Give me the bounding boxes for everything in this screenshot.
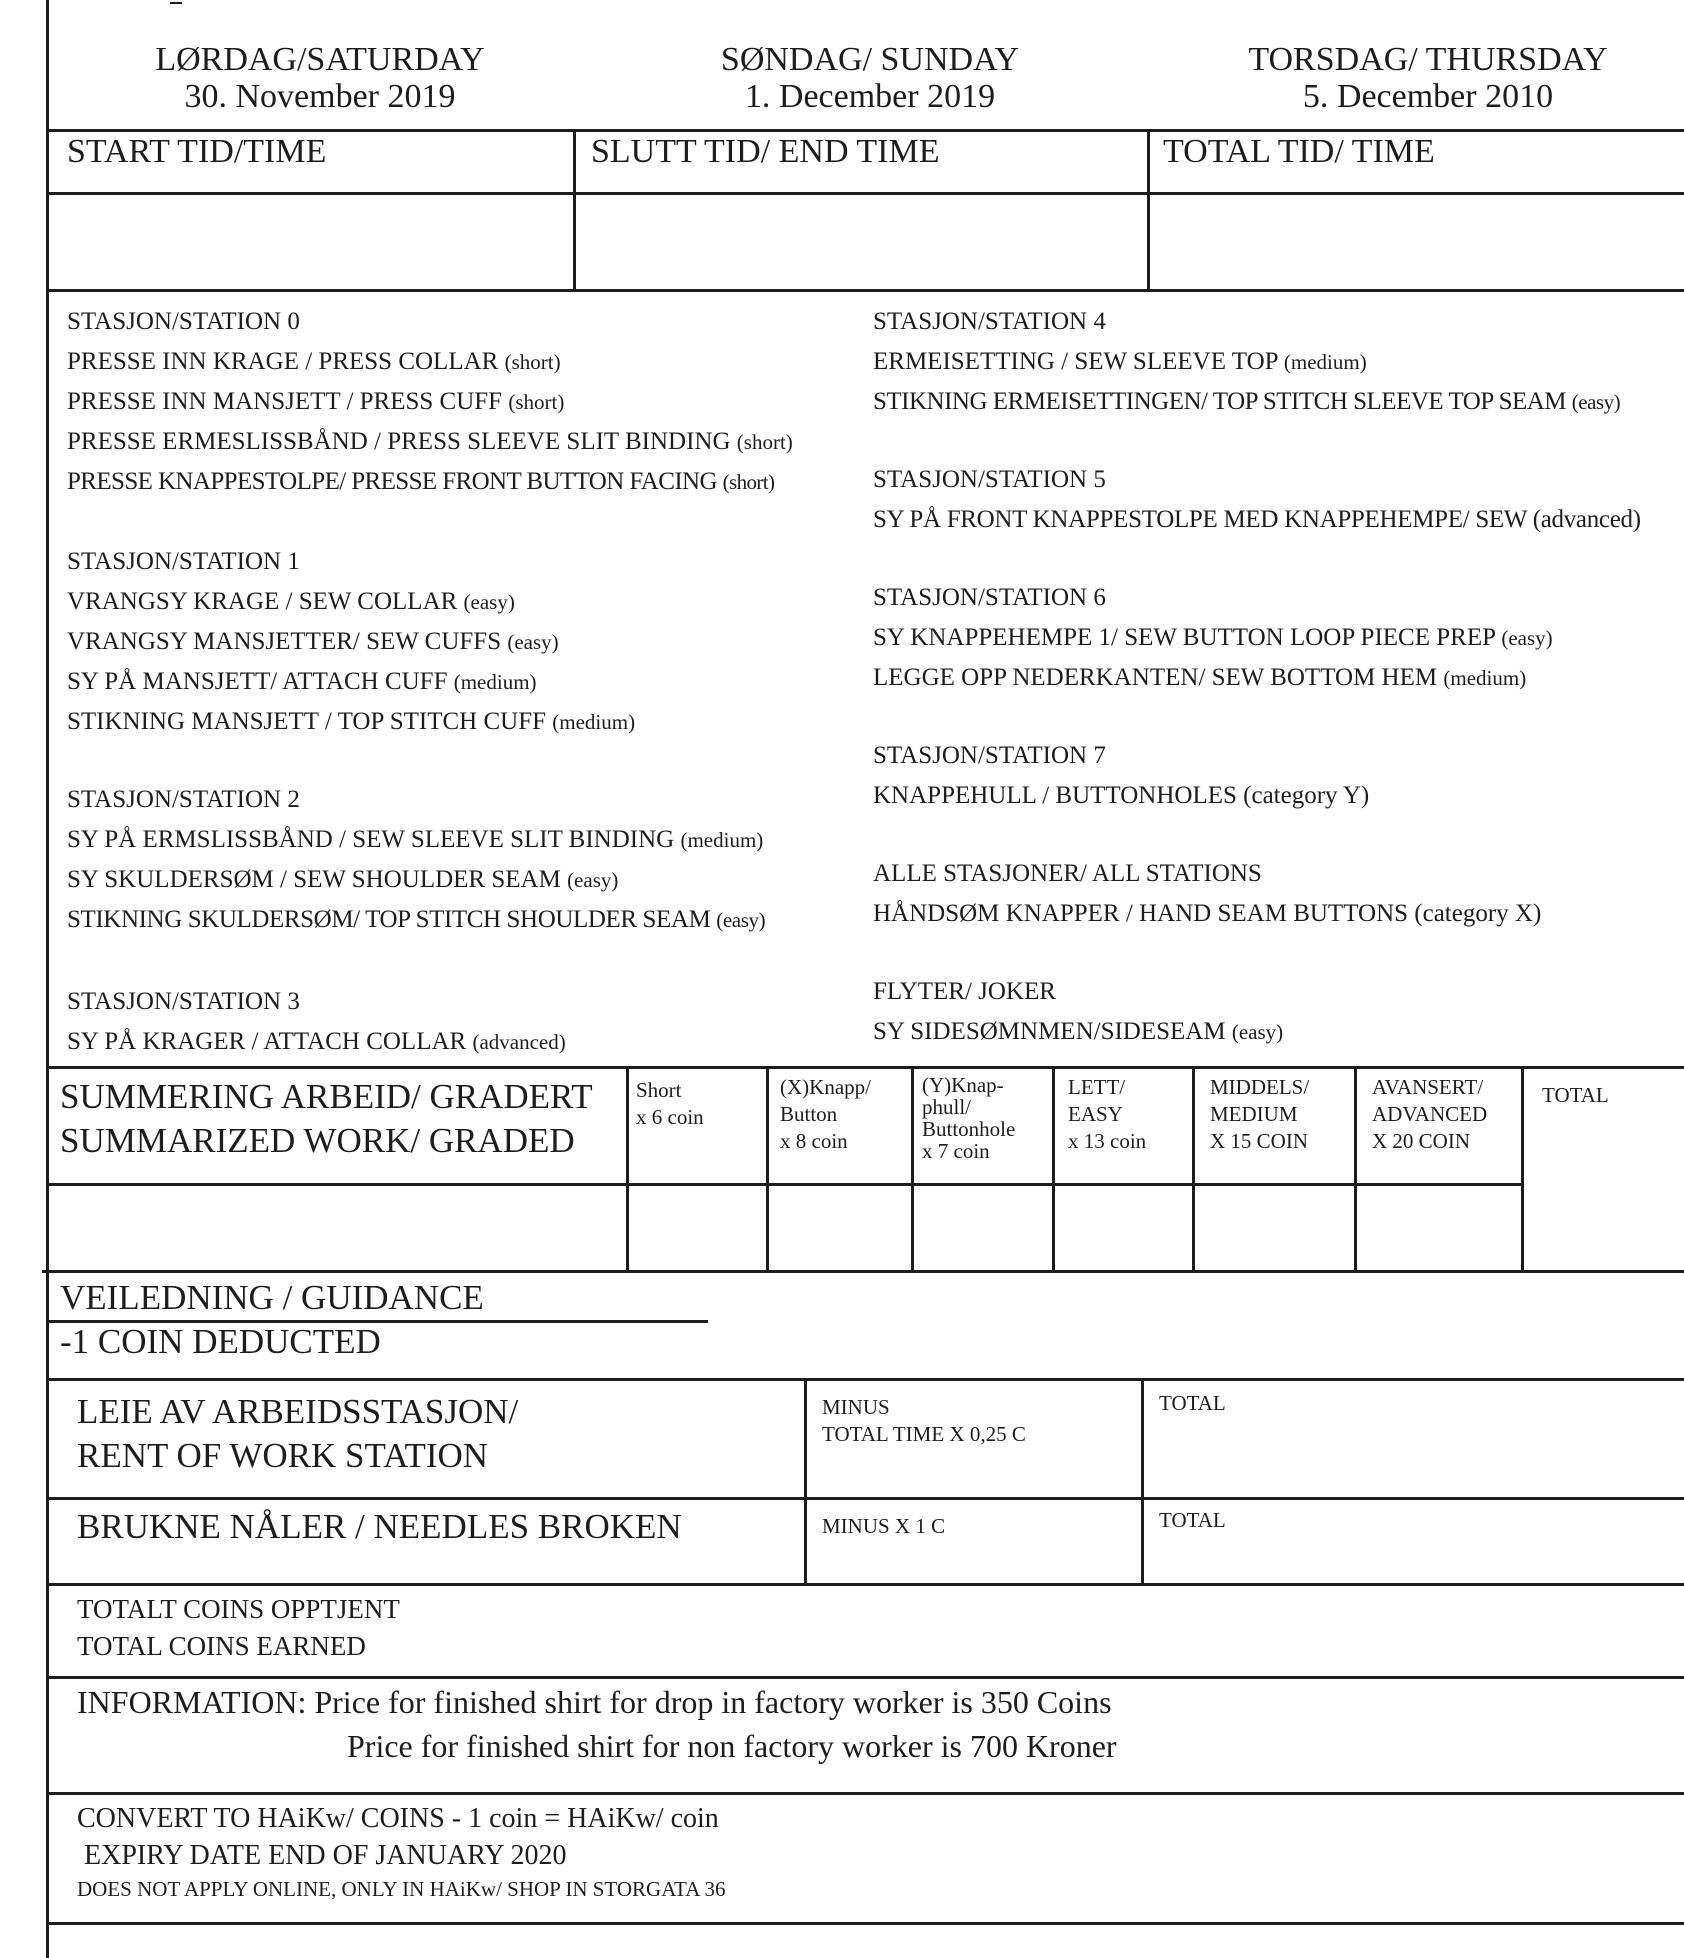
task-level: (short) <box>736 430 793 454</box>
summary-value-medium[interactable] <box>1196 1187 1353 1269</box>
task-level: (easy) <box>463 590 515 614</box>
col-line: (Y)Knap- <box>922 1073 1004 1097</box>
task: SY PÅ KRAGER / ATTACH COLLAR (advanced) <box>67 1028 566 1055</box>
rent-label-line1: LEIE AV ARBEIDSSTASJON/ <box>77 1392 519 1431</box>
task: VRANGSY KRAGE / SEW COLLAR (easy) <box>67 588 515 615</box>
task-level: (advanced) <box>472 1030 566 1054</box>
day-name: SØNDAG/ SUNDAY <box>720 41 1020 78</box>
divider <box>573 129 576 292</box>
col-total: TOTAL <box>1542 1083 1609 1107</box>
task: LEGGE OPP NEDERKANTEN/ SEW BOTTOM HEM (medium) <box>873 664 1527 691</box>
end-time-label: SLUTT TID/ END TIME <box>591 133 940 170</box>
col-line: (X)Knapp/ <box>780 1075 871 1099</box>
rent-total-field[interactable] <box>1145 1420 1684 1495</box>
summary-value-advanced[interactable] <box>1358 1187 1520 1269</box>
left-border <box>46 0 49 1958</box>
rent-label-line2: RENT OF WORK STATION <box>77 1436 489 1475</box>
station-title: STASJON/STATION 2 <box>67 786 300 813</box>
station-title: STASJON/STATION 4 <box>873 308 1106 335</box>
station-1 <box>67 542 793 742</box>
col-button <box>780 1074 871 1155</box>
summary-value-short[interactable] <box>630 1187 765 1269</box>
information-line2: Price for finished shirt for non factory worker is 700 Kroner <box>347 1728 1117 1764</box>
start-time-label: START TID/TIME <box>67 133 327 170</box>
station-3 <box>67 982 793 1062</box>
col-line: LETT/ <box>1068 1075 1126 1099</box>
task-level: (medium) <box>1283 350 1367 374</box>
task-level: (medium) <box>680 828 764 852</box>
task-level: (easy) <box>1501 626 1553 650</box>
needles-total-field[interactable] <box>1145 1535 1684 1581</box>
task: SY SIDESØMNMEN/SIDESEAM (easy) <box>873 1018 1284 1045</box>
total-earned-field[interactable] <box>520 1588 1680 1674</box>
rent-total-label: TOTAL <box>1159 1391 1226 1415</box>
summary-value-total[interactable] <box>1525 1110 1684 1269</box>
col-line: MEDIUM <box>1210 1102 1298 1126</box>
divider <box>911 1066 914 1270</box>
divider <box>46 1792 1684 1795</box>
rent-formula-line2: TOTAL TIME X 0,25 C <box>822 1422 1026 1446</box>
total-time-field[interactable] <box>1151 195 1684 288</box>
task-level: (short) <box>722 470 775 494</box>
task: STIKNING SKULDERSØM/ TOP STITCH SHOULDER SEAM (easy) <box>67 906 766 933</box>
task: STIKNING MANSJETT / TOP STITCH CUFF (medium) <box>67 708 636 735</box>
information-line1: Price for finished shirt for drop in factory worker is 350 Coins <box>314 1684 1112 1720</box>
stations-right <box>873 302 1641 1052</box>
task: HÅNDSØM KNAPPER / HAND SEAM BUTTONS (category X) <box>873 900 1542 927</box>
task: SY PÅ MANSJETT/ ATTACH CUFF (medium) <box>67 668 537 695</box>
rent-formula <box>822 1394 1026 1448</box>
divider <box>46 1183 1524 1186</box>
col-medium <box>1210 1074 1309 1155</box>
day-name: TORSDAG/ THURSDAY <box>1248 41 1608 78</box>
end-time-field[interactable] <box>577 195 1146 288</box>
col-line: x 8 coin <box>780 1129 848 1153</box>
station-0 <box>67 302 793 502</box>
convert-line2: EXPIRY DATE END OF JANUARY 2020 <box>77 1840 567 1871</box>
station-2 <box>67 780 793 940</box>
divider <box>46 1676 1684 1679</box>
cropped-text-fragment <box>170 2 182 4</box>
summary-value-button[interactable] <box>770 1187 910 1269</box>
convert-line1: CONVERT TO HAiKw/ COINS - 1 coin = HAiKw/ coin <box>77 1803 719 1834</box>
task-level: (easy) <box>1231 1020 1284 1044</box>
col-line: x 13 coin <box>1068 1129 1147 1153</box>
col-easy <box>1068 1074 1146 1155</box>
start-time-field[interactable] <box>50 195 572 288</box>
task-level: (short) <box>504 350 561 374</box>
divider <box>1052 1066 1055 1270</box>
day-thursday <box>1228 41 1628 115</box>
task: KNAPPEHULL / BUTTONHOLES (category Y) <box>873 782 1370 809</box>
total-time-label: TOTAL TID/ TIME <box>1163 133 1435 170</box>
divider <box>1192 1066 1195 1270</box>
col-line: X 15 COIN <box>1210 1129 1308 1153</box>
task: PRESSE INN MANSJETT / PRESS CUFF (short) <box>67 388 565 415</box>
total-earned-line2: TOTAL COINS EARNED <box>77 1631 366 1661</box>
rent-label <box>77 1390 518 1478</box>
station-4 <box>873 302 1641 422</box>
guidance-title: VEILEDNING / GUIDANCE <box>60 1278 484 1317</box>
divider <box>804 1378 807 1583</box>
task: STIKNING ERMEISETTINGEN/ TOP STITCH SLEEVE TOP SEAM (easy) <box>873 388 1621 415</box>
station-title: ALLE STASJONER/ ALL STATIONS <box>873 860 1262 887</box>
col-line: AVANSERT/ <box>1372 1075 1484 1099</box>
summary-title-line2: SUMMARIZED WORK/ GRADED <box>60 1121 575 1160</box>
task: ERMEISETTING / SEW SLEEVE TOP (medium) <box>873 348 1367 375</box>
station-title: STASJON/STATION 6 <box>873 584 1106 611</box>
station-title: STASJON/STATION 0 <box>67 308 300 335</box>
col-buttonhole <box>922 1074 1015 1162</box>
divider <box>46 1378 1684 1381</box>
task-level: (medium) <box>453 670 537 694</box>
task: PRESSE ERMESLISSBÅND / PRESS SLEEVE SLIT BINDING (short) <box>67 428 793 455</box>
divider <box>46 1583 1684 1586</box>
summary-title-line1: SUMMERING ARBEID/ GRADERT <box>60 1077 593 1116</box>
day-date: 5. December 2010 <box>1302 78 1554 115</box>
task-level: (advanced) <box>1532 506 1641 533</box>
station-7 <box>873 736 1641 816</box>
station-all <box>873 854 1641 934</box>
summary-value-buttonhole[interactable] <box>915 1187 1051 1269</box>
guidance-note: -1 COIN DEDUCTED <box>60 1322 381 1361</box>
summary-value-easy[interactable] <box>1056 1187 1191 1269</box>
task: PRESSE KNAPPESTOLPE/ PRESSE FRONT BUTTON FACING (short) <box>67 468 775 495</box>
col-advanced <box>1372 1074 1487 1155</box>
day-date: 1. December 2019 <box>744 78 996 115</box>
task-level: (easy) <box>507 630 559 654</box>
station-6 <box>873 578 1641 698</box>
station-joker <box>873 972 1641 1052</box>
col-line: MIDDELS/ <box>1210 1075 1310 1099</box>
station-title: STASJON/STATION 7 <box>873 742 1106 769</box>
task-level: (easy) <box>716 908 766 932</box>
divider <box>46 1497 1684 1500</box>
task-level: (category X) <box>1414 900 1542 927</box>
task: SY KNAPPEHEMPE 1/ SEW BUTTON LOOP PIECE PREP (easy) <box>873 624 1553 651</box>
task: PRESSE INN KRAGE / PRESS COLLAR (short) <box>67 348 561 375</box>
divider <box>46 1066 1684 1069</box>
station-title: STASJON/STATION 1 <box>67 548 300 575</box>
station-title: FLYTER/ JOKER <box>873 978 1056 1005</box>
total-earned-label <box>77 1591 400 1665</box>
rent-formula-line1: MINUS <box>822 1395 890 1419</box>
col-line: x 7 coin <box>922 1139 990 1163</box>
task-level: (easy) <box>567 868 619 892</box>
divider <box>1147 129 1150 292</box>
day-saturday <box>120 41 520 115</box>
task-level: (easy) <box>1571 390 1621 414</box>
divider <box>46 289 1684 292</box>
station-title: STASJON/STATION 3 <box>67 988 300 1015</box>
task-level: (medium) <box>1443 666 1527 690</box>
summary-title <box>60 1075 593 1163</box>
day-name: LØRDAG/SATURDAY <box>155 41 485 78</box>
col-line: phull/ <box>922 1095 972 1119</box>
col-line: EASY <box>1068 1102 1123 1126</box>
information-block <box>77 1680 1117 1768</box>
col-line: Buttonhole <box>922 1117 1016 1141</box>
day-sunday <box>670 41 1070 115</box>
divider <box>42 1270 1684 1273</box>
task-level: (category Y) <box>1243 782 1370 809</box>
task-level: (short) <box>508 390 565 414</box>
divider <box>766 1066 769 1270</box>
task: SY PÅ ERMSLISSBÅND / SEW SLEEVE SLIT BINDING (medium) <box>67 826 764 853</box>
task: VRANGSY MANSJETTER/ SEW CUFFS (easy) <box>67 628 559 655</box>
divider <box>1521 1066 1524 1270</box>
task: SY PÅ FRONT KNAPPESTOLPE MED KNAPPEHEMPE/ SEW (advanced) <box>873 506 1641 533</box>
divider <box>1354 1066 1357 1270</box>
stations-left <box>67 302 793 1062</box>
station-5 <box>873 460 1641 540</box>
convert-line3: DOES NOT APPLY ONLINE, ONLY IN HAiKw/ SHOP IN STORGATA 36 <box>77 1877 726 1901</box>
col-line: ADVANCED <box>1372 1102 1488 1126</box>
total-earned-line1: TOTALT COINS OPPTJENT <box>77 1594 400 1624</box>
information-label: INFORMATION: <box>77 1684 307 1720</box>
col-line: Short <box>636 1078 682 1102</box>
divider <box>46 129 1684 132</box>
needles-label: BRUKNE NÅLER / NEEDLES BROKEN <box>77 1507 682 1546</box>
needles-formula: MINUS X 1 C <box>822 1514 946 1538</box>
col-line: x 6 coin <box>636 1105 704 1129</box>
divider <box>46 1922 1684 1925</box>
col-line: X 20 COIN <box>1372 1129 1470 1153</box>
station-title: STASJON/STATION 5 <box>873 466 1106 493</box>
divider <box>1141 1378 1144 1583</box>
day-date: 30. November 2019 <box>184 78 456 115</box>
divider <box>626 1066 629 1270</box>
col-short <box>636 1077 704 1131</box>
col-line: Button <box>780 1102 838 1126</box>
task-level: (medium) <box>552 710 636 734</box>
needles-total-label: TOTAL <box>1159 1508 1226 1532</box>
task: SY SKULDERSØM / SEW SHOULDER SEAM (easy) <box>67 866 619 893</box>
